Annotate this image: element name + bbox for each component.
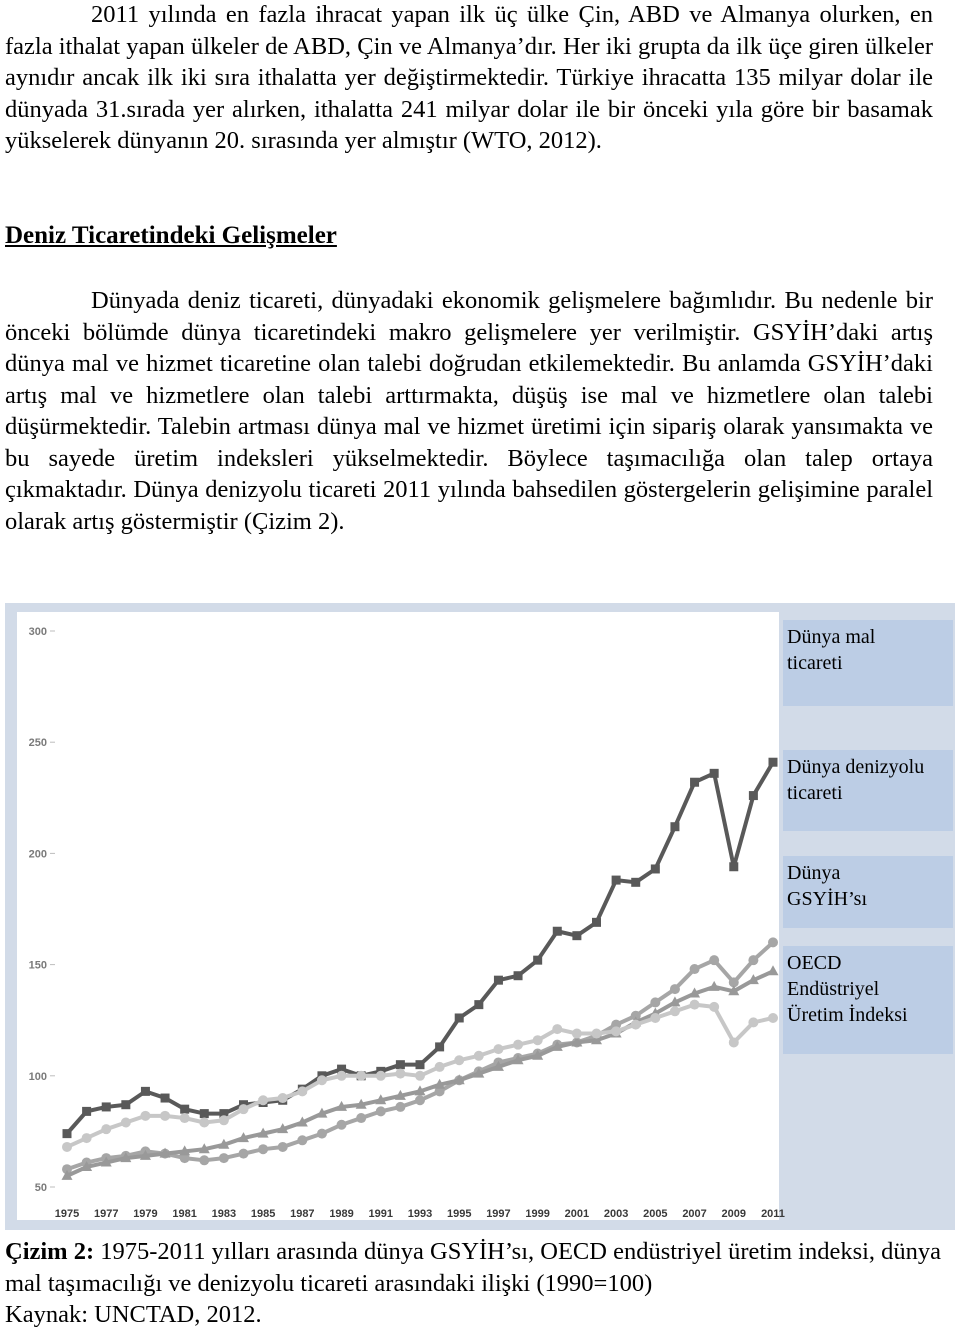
data-point	[513, 1040, 523, 1050]
data-point	[416, 1060, 425, 1069]
line-chart	[5, 603, 955, 1230]
data-point	[592, 1029, 602, 1039]
y-tick-label: 250	[28, 737, 47, 750]
data-point	[690, 778, 699, 787]
data-point	[748, 955, 758, 965]
y-tick-label: 50	[34, 1182, 47, 1194]
data-point	[317, 1075, 327, 1085]
legend-entry-1	[783, 620, 953, 706]
plot-background	[17, 612, 779, 1220]
x-tick-label: 1977	[93, 1208, 119, 1220]
data-point	[690, 1000, 700, 1010]
section-heading: Deniz Ticaretindeki Gelişmeler	[5, 222, 337, 249]
data-point	[435, 1042, 444, 1051]
x-tick-label: 2009	[721, 1208, 747, 1220]
data-point	[297, 1135, 307, 1145]
data-point	[768, 1013, 778, 1023]
legend-label: Dünya GSYİH’sı	[787, 862, 868, 910]
x-tick-label: 1989	[329, 1208, 354, 1220]
data-point	[690, 964, 700, 974]
legend-label: OECD Endüstriyel Üretim İndeksi	[787, 952, 908, 1026]
data-point	[141, 1087, 150, 1096]
chart-figure	[5, 603, 955, 1230]
data-point	[82, 1133, 92, 1143]
y-tick-label: 100	[28, 1070, 47, 1083]
x-tick-label: 1981	[172, 1208, 197, 1220]
data-point	[199, 1155, 209, 1165]
data-point	[258, 1144, 268, 1154]
data-point	[552, 1024, 562, 1034]
data-point	[494, 976, 503, 985]
data-point	[395, 1102, 405, 1112]
data-point	[62, 1142, 72, 1152]
data-point	[572, 1029, 582, 1039]
data-point	[337, 1120, 347, 1130]
data-point	[396, 1060, 405, 1069]
data-point	[180, 1113, 190, 1123]
x-tick-label: 1993	[407, 1208, 433, 1220]
data-point	[533, 1035, 543, 1045]
data-point	[670, 822, 679, 831]
data-point	[572, 931, 581, 940]
x-tick-label: 2003	[603, 1208, 629, 1220]
data-point	[121, 1118, 131, 1128]
data-point	[317, 1129, 327, 1139]
data-point	[199, 1118, 209, 1128]
legend-entry-3	[783, 856, 953, 928]
data-point	[63, 1129, 72, 1138]
data-point	[455, 1013, 464, 1022]
data-point	[710, 769, 719, 778]
data-point	[748, 1017, 758, 1027]
data-point	[415, 1095, 425, 1105]
data-point	[356, 1071, 366, 1081]
data-point	[102, 1102, 111, 1111]
data-point	[709, 1002, 719, 1012]
data-point	[670, 984, 680, 994]
data-point	[474, 1000, 483, 1009]
data-point	[200, 1109, 209, 1118]
data-point	[180, 1105, 189, 1114]
y-tick-label: 300	[28, 626, 47, 638]
x-tick-label: 1987	[290, 1208, 315, 1220]
data-point	[297, 1086, 307, 1096]
data-point	[514, 971, 523, 980]
data-point	[592, 918, 601, 927]
y-tick-label: 150	[28, 959, 47, 972]
data-point	[395, 1069, 405, 1079]
x-tick-label: 1997	[486, 1208, 511, 1220]
data-point	[82, 1107, 91, 1116]
data-point	[729, 1037, 739, 1047]
data-point	[650, 997, 660, 1007]
data-point	[709, 955, 719, 965]
x-tick-label: 1999	[525, 1208, 550, 1220]
caption-label: Çizim 2:	[5, 1238, 95, 1265]
data-point	[474, 1051, 484, 1061]
x-tick-label: 1975	[54, 1208, 80, 1220]
x-tick-label: 2005	[643, 1208, 668, 1220]
data-point	[160, 1111, 170, 1121]
intro-paragraph: 2011 yılında en fazla ihracat yapan ilk üç ülke Çin, ABD ve Almanya olurken, en fazla ithalat yapan ülkeler de ABD, Çin ve Almanya’dır. Her iki grupta da ilk üçe giren ülkeler aynıdır ancak ilk iki sıra ithalatta yer değiştirmektedir. Türkiye ihracatta 135 milyar dolar ile dünyada 31.sırada yer alırken, ithalatta 241 milyar dolar ile bir önceki yıla göre bir basamak yükselerek dünyanın 20. sırasında yer almıştır (WTO, 2012).	[5, 1, 933, 154]
data-point	[553, 927, 562, 936]
data-point	[611, 1026, 621, 1036]
x-tick-label: 1995	[446, 1208, 472, 1220]
data-point	[219, 1115, 229, 1125]
section-paragraph: Dünyada deniz ticareti, dünyadaki ekonomik gelişmelere bağımlıdır. Bu nedenle bir önceki bölümde dünya ticaretindeki makro gelişmelere yer verilmiştir. GSYİH’daki artış dünya mal ve hizmet ticaretine olan talebi doğrudan etkilemektedir. Bu anlamda GSYİH’daki artış mal ve hizmetlere olan talebi arttırmakta, düşüş ise mal ve hizmetlere olan talebi düşürmektedir. Talebin artması dünya mal ve hizmet üretimi için sipariş olarak yansımakta ve bu sayede üretim indeksleri yükselmektedir. Böylece taşımacılığa olan talep ortaya çıkmaktadır. Dünya denizyolu ticareti 2011 yılında bahsedilen göstergelerin gelişimine paralel olarak artış göstermiştir (Çizim 2).	[5, 287, 933, 535]
legend-label: Dünya denizyolu ticareti	[787, 756, 925, 804]
data-point	[337, 1071, 347, 1081]
x-tick-label: 2007	[682, 1208, 707, 1220]
data-point	[749, 791, 758, 800]
legend-entry-2	[783, 750, 953, 831]
data-point	[769, 758, 778, 767]
data-point	[356, 1113, 366, 1123]
data-point	[376, 1106, 386, 1116]
caption-source: Kaynak: UNCTAD, 2012.	[5, 1301, 262, 1328]
data-point	[631, 878, 640, 887]
figure-caption	[5, 1236, 955, 1331]
data-point	[376, 1071, 386, 1081]
x-tick-label: 2001	[564, 1208, 590, 1220]
x-tick-label: 1979	[133, 1208, 158, 1220]
data-point	[140, 1111, 150, 1121]
x-tick-label: 1983	[211, 1208, 237, 1220]
data-point	[415, 1071, 425, 1081]
data-point	[101, 1124, 111, 1134]
caption-text: 1975-2011 yılları arasında dünya GSYİH’sı, OECD endüstriyel üretim indeksi, dünya mal taşımacılığı ve denizyolu ticareti arasındaki ilişki (1990=100)	[5, 1238, 942, 1297]
data-point	[239, 1149, 249, 1159]
x-tick-label: 1991	[368, 1208, 394, 1220]
data-point	[121, 1100, 130, 1109]
data-point	[435, 1062, 445, 1072]
data-point	[278, 1093, 288, 1103]
x-tick-label: 2011	[761, 1208, 785, 1220]
data-point	[768, 937, 778, 947]
data-point	[278, 1142, 288, 1152]
data-point	[631, 1020, 641, 1030]
data-point	[533, 956, 542, 965]
legend-entry-4	[783, 946, 953, 1054]
data-point	[219, 1153, 229, 1163]
data-point	[651, 864, 660, 873]
data-point	[670, 1006, 680, 1016]
data-point	[493, 1044, 503, 1054]
data-point	[729, 862, 738, 871]
legend-label: Dünya mal ticareti	[787, 626, 876, 674]
data-point	[650, 1013, 660, 1023]
y-tick-label: 200	[28, 848, 47, 861]
x-tick-label: 1985	[250, 1208, 276, 1220]
data-point	[239, 1104, 249, 1114]
data-point	[258, 1095, 268, 1105]
data-point	[161, 1094, 170, 1103]
data-point	[454, 1055, 464, 1065]
data-point	[612, 876, 621, 885]
